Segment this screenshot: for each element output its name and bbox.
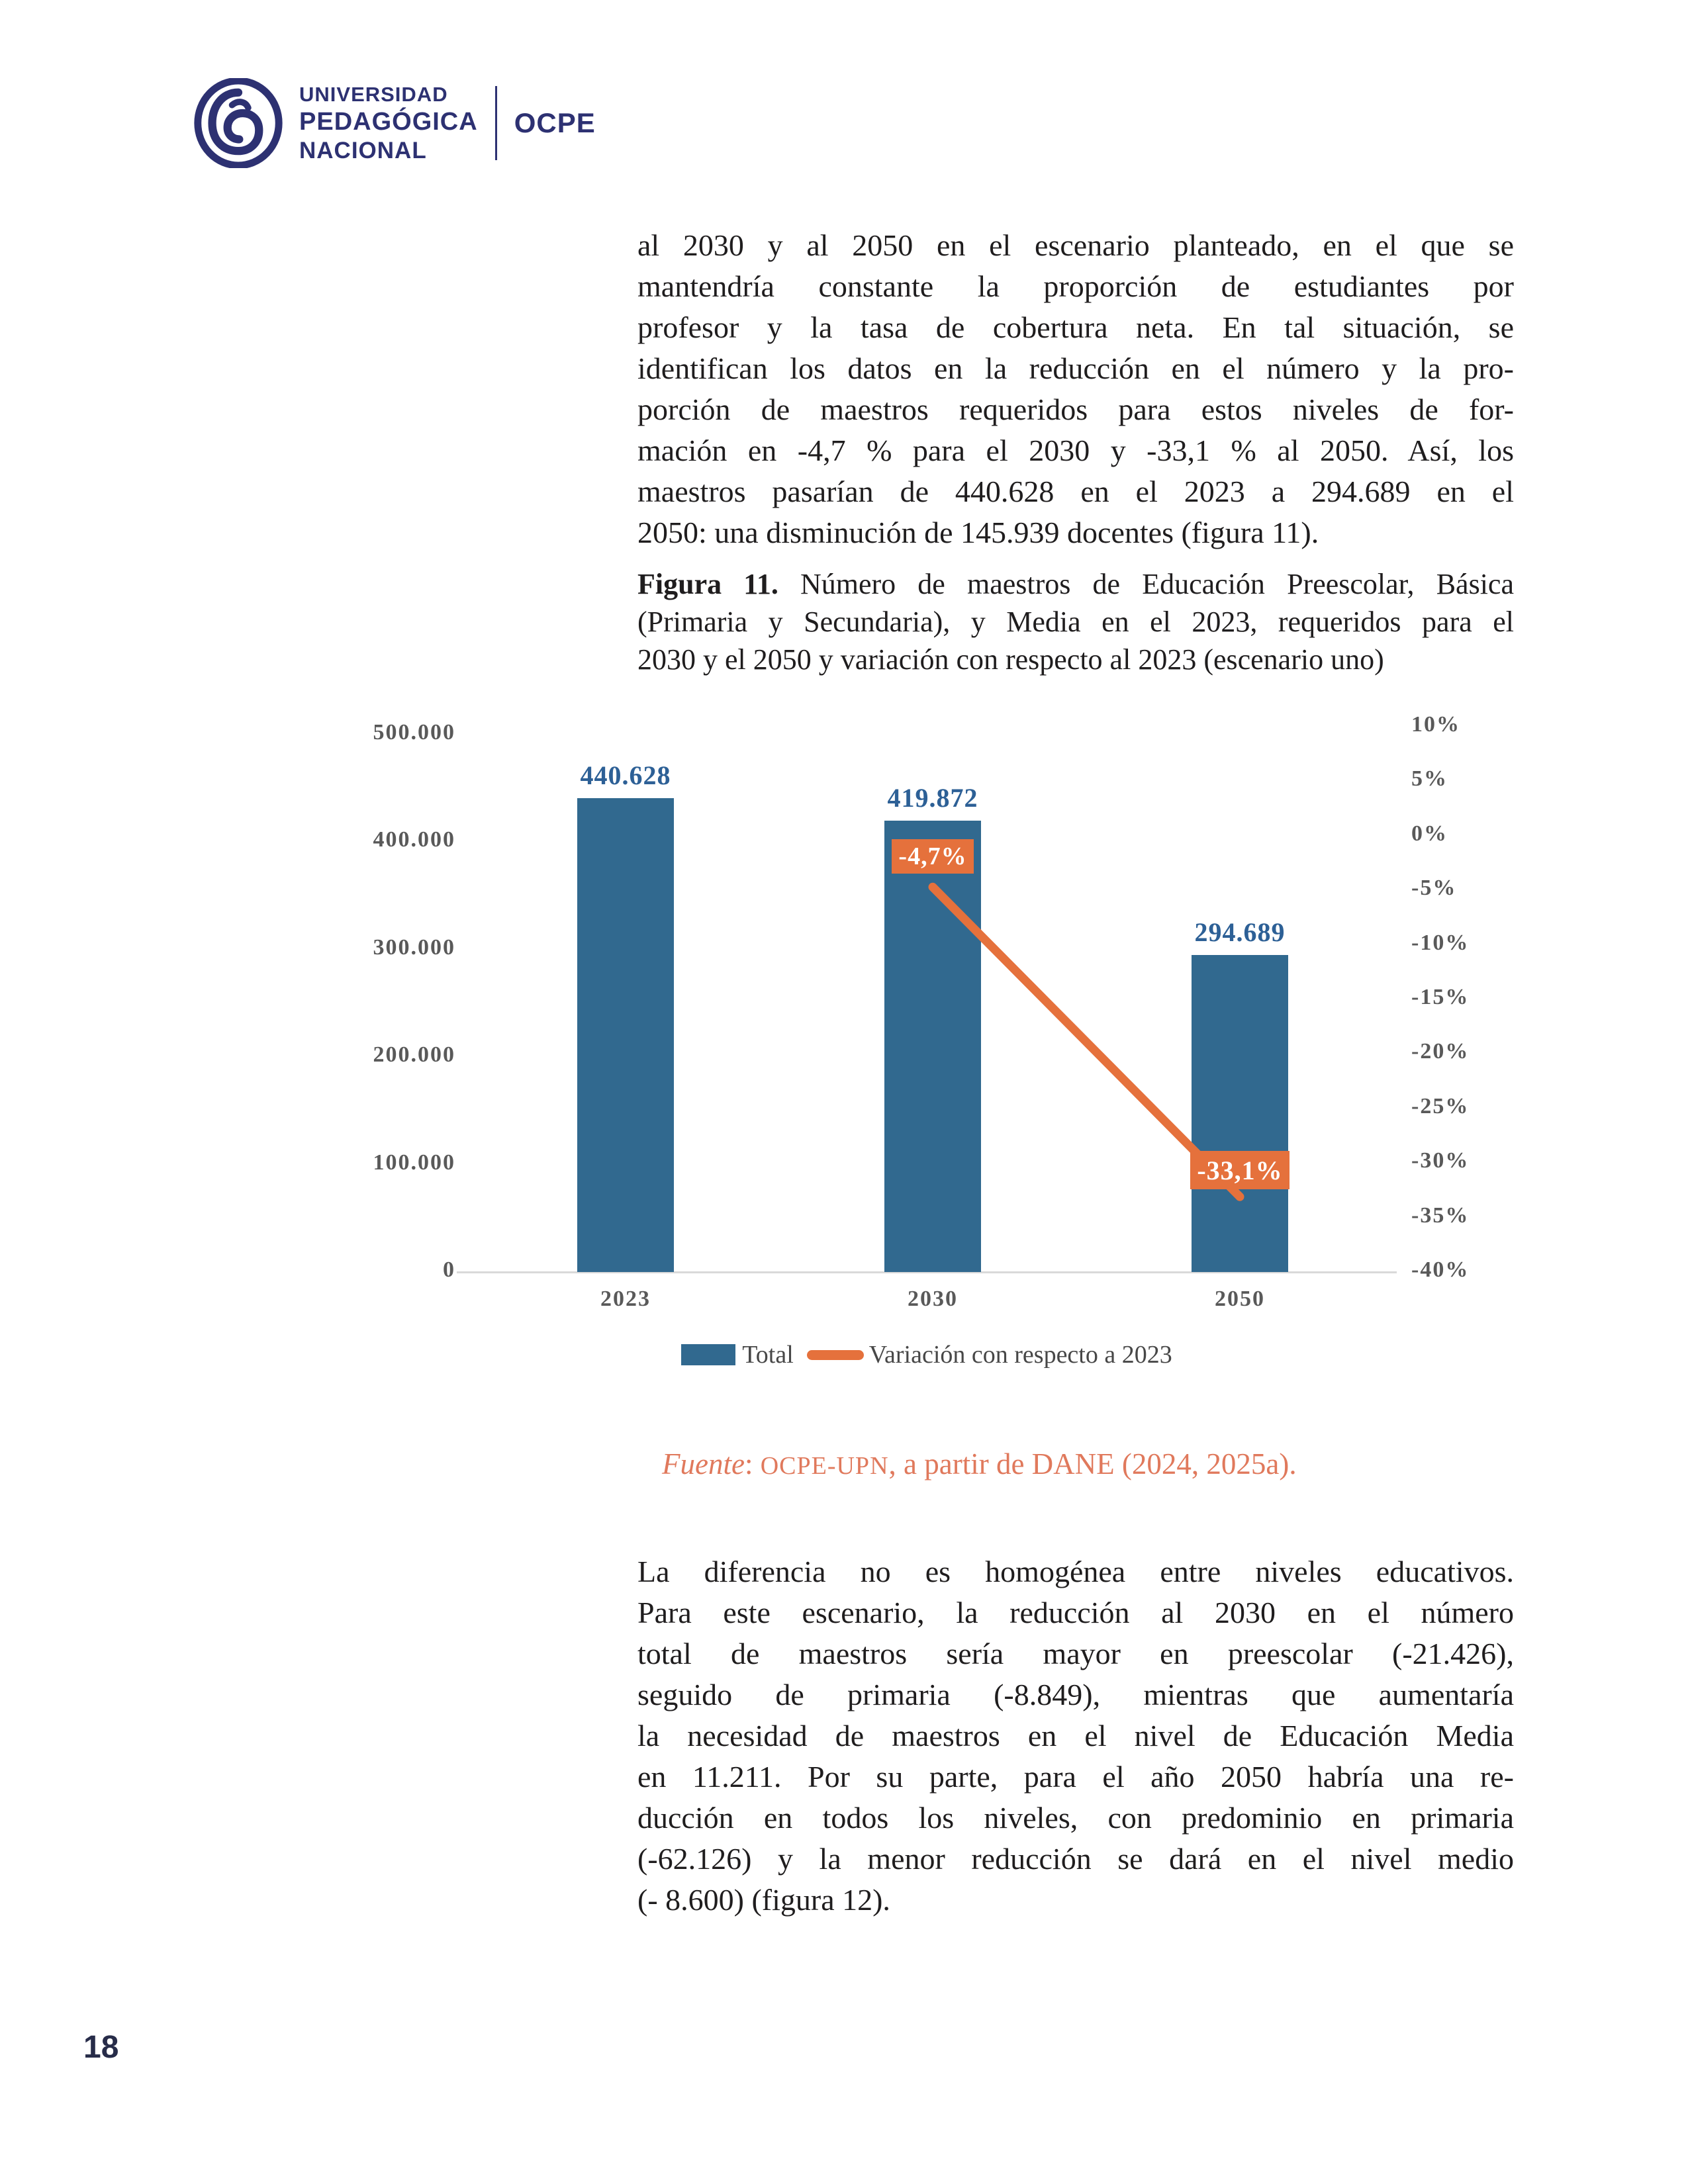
- right-axis-tick: -40%: [1411, 1257, 1470, 1282]
- figure-caption-line: (Primaria y Secundaria), y Media en el 2023, requeridos para el: [637, 606, 1514, 638]
- right-axis-tick: -5%: [1411, 876, 1457, 901]
- figure-11-chart: [371, 688, 1489, 1390]
- right-axis-tick: 10%: [1411, 712, 1460, 737]
- figure-caption-line: [637, 565, 1514, 603]
- right-axis-tick: -15%: [1411, 985, 1470, 1009]
- legend-label-variation: Variación con respecto a 2023: [868, 1341, 1172, 1369]
- paragraph-2-line: (-62.126) y la menor reducción se dará en el nivel medio: [637, 1842, 1514, 1876]
- source-prefix: Fuente: [662, 1447, 745, 1480]
- left-axis-tick: 400.000: [373, 827, 455, 852]
- right-axis-tick: -20%: [1411, 1039, 1470, 1064]
- legend-line-swatch: [807, 1350, 864, 1360]
- right-axis-tick: -30%: [1411, 1148, 1470, 1173]
- legend-item-variation: [807, 1340, 1172, 1369]
- paragraph-2-line: ducción en todos los niveles, con predominio en primaria: [637, 1801, 1514, 1835]
- logo-divider: [495, 86, 497, 160]
- paragraph-1-line: mantendría constante la proporción de estudiantes por: [637, 269, 1514, 303]
- source-rest: , a partir de DANE (2024, 2025a).: [888, 1447, 1297, 1480]
- paragraph-1-line: profesor y la tasa de cobertura neta. En tal situación, se: [637, 310, 1514, 344]
- left-axis-tick: 300.000: [373, 934, 455, 960]
- upn-emblem-icon: [193, 78, 283, 168]
- right-axis-tick: -10%: [1411, 930, 1470, 955]
- right-axis-tick: 5%: [1411, 766, 1448, 792]
- bar-value-label: 419.872: [887, 783, 978, 813]
- paragraph-2-line: (- 8.600) (figura 12).: [637, 1883, 890, 1917]
- paragraph-2: [637, 1551, 1514, 1921]
- chart-legend: [457, 1340, 1397, 1369]
- page-number: 18: [83, 2030, 119, 2065]
- paragraph-2-line: la necesidad de maestros en el nivel de Educación Media: [637, 1719, 1514, 1752]
- left-axis-tick: 200.000: [373, 1042, 455, 1068]
- x-axis-category-label: 2023: [600, 1287, 651, 1311]
- upn-ocpe-logo: [193, 78, 596, 168]
- paragraph-1-line: porción de maestros requeridos para estos niveles de for-: [637, 392, 1514, 426]
- paragraph-2-line: Para este escenario, la reducción al 2030 en el número: [637, 1596, 1514, 1629]
- variation-line: [371, 688, 1489, 1390]
- paragraph-2-line: La diferencia no es homogénea entre niveles educativos.: [637, 1555, 1514, 1588]
- variation-label: -4,7%: [892, 839, 974, 874]
- x-axis-category-label: 2030: [908, 1287, 958, 1311]
- source-note: [662, 1447, 1297, 1481]
- paragraph-2-line: en 11.211. Por su parte, para el año 2050 habría una re-: [637, 1760, 1514, 1794]
- legend-bar-swatch: [681, 1344, 735, 1365]
- left-axis-tick: 100.000: [373, 1150, 455, 1175]
- x-axis-category-label: 2050: [1215, 1287, 1265, 1311]
- paragraph-1: [637, 225, 1514, 553]
- logo-line-universidad: UNIVERSIDAD: [299, 83, 448, 106]
- legend-item-total: [681, 1340, 794, 1369]
- variation-label: -33,1%: [1190, 1151, 1289, 1189]
- right-axis-tick: -35%: [1411, 1203, 1470, 1228]
- paragraph-2-line: seguido de primaria (-8.849), mientras que aumentaría: [637, 1678, 1514, 1711]
- paragraph-1-line: identifican los datos en la reducción en el número y la pro-: [637, 351, 1514, 385]
- left-axis-tick: 0: [443, 1257, 455, 1282]
- bar-value-label: 294.689: [1194, 917, 1286, 948]
- logo-line-nacional: NACIONAL: [299, 138, 427, 163]
- source-sep: :: [744, 1447, 761, 1480]
- logo-line-pedagogica: PEDAGÓGICA: [299, 108, 478, 136]
- figure-caption-line: 2030 y el 2050 y variación con respecto al 2023 (escenario uno): [637, 643, 1384, 676]
- paragraph-2-line: total de maestros sería mayor en preescolar (-21.426),: [637, 1637, 1514, 1670]
- right-axis-tick: -25%: [1411, 1093, 1470, 1118]
- logo-wordmark: [299, 84, 478, 162]
- legend-label-total: Total: [742, 1341, 794, 1369]
- figure-caption-text: Número de maestros de Educación Preescolar, Básica: [778, 568, 1514, 600]
- paragraph-1-line: mación en -4,7 % para el 2030 y -33,1 % al 2050. Así, los: [637, 433, 1514, 467]
- paragraph-1-line: 2050: una disminución de 145.939 docentes (figura 11).: [637, 516, 1319, 549]
- logo-ocpe-label: OCPE: [514, 107, 596, 138]
- figure-caption-label: Figura 11.: [637, 568, 778, 600]
- right-axis-tick: 0%: [1411, 821, 1448, 846]
- left-axis-tick: 500.000: [373, 720, 455, 745]
- paragraph-1-line: al 2030 y al 2050 en el escenario planteado, en el que se: [637, 228, 1514, 262]
- bar-value-label: 440.628: [580, 760, 671, 791]
- figure-caption: [637, 565, 1514, 678]
- source-org: OCPE-UPN: [760, 1452, 889, 1480]
- paragraph-1-line: maestros pasarían de 440.628 en el 2023 a 294.689 en el: [637, 475, 1514, 508]
